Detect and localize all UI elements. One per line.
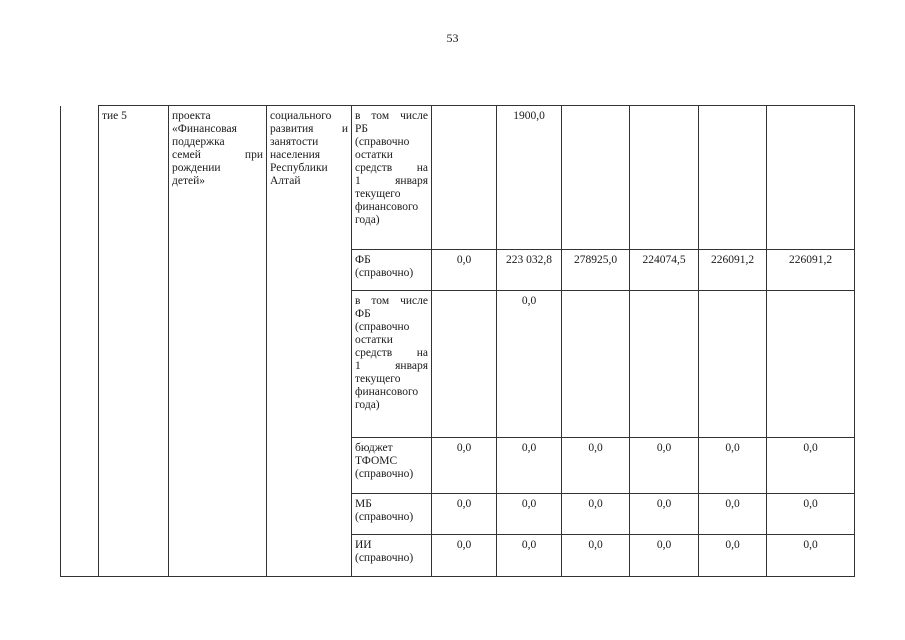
funding-source-line: (справочно) — [355, 552, 414, 564]
funding-source-cell — [352, 535, 432, 577]
project-name-cell — [169, 106, 267, 577]
funding-source-line: 1 января — [355, 175, 428, 187]
value-cell: 226091,2 — [699, 250, 767, 291]
project-name-line: поддержка — [172, 136, 225, 148]
value-cell — [699, 106, 767, 250]
project-name-line: рождении — [172, 162, 221, 174]
value-cell: 0,0 — [699, 494, 767, 535]
value-cell — [630, 106, 699, 250]
value-cell: 278925,0 — [562, 250, 630, 291]
value-cell: 0,0 — [767, 494, 855, 535]
value-cell — [432, 291, 497, 438]
value-cell: 0,0 — [497, 438, 562, 494]
value-cell: 1900,0 — [497, 106, 562, 250]
value-cell: 0,0 — [630, 494, 699, 535]
value-cell: 224074,5 — [630, 250, 699, 291]
value-cell — [432, 106, 497, 250]
funding-source-line: остатки — [355, 334, 393, 346]
funding-source-line: текущего — [355, 188, 401, 200]
project-name-line: семей при — [172, 149, 263, 161]
value-cell: 226091,2 — [767, 250, 855, 291]
value-cell: 0,0 — [562, 494, 630, 535]
value-cell — [562, 106, 630, 250]
value-cell — [562, 291, 630, 438]
funding-source-line: ФБ — [355, 308, 371, 320]
executor-line: социального — [270, 110, 332, 122]
value-cell: 0,0 — [767, 438, 855, 494]
value-cell: 0,0 — [497, 535, 562, 577]
value-cell: 0,0 — [699, 535, 767, 577]
funding-source-line: бюджет — [355, 442, 393, 454]
funding-source-line: финансового — [355, 201, 419, 213]
executor-lines — [270, 110, 348, 188]
funding-source-lines — [355, 295, 428, 412]
funding-source-line: остатки — [355, 149, 393, 161]
index-cell: тие 5 — [99, 106, 169, 577]
funding-source-line: (справочно) — [355, 468, 414, 480]
funding-source-line: в том числе — [355, 110, 428, 122]
value-cell — [630, 291, 699, 438]
funding-source-line: РБ — [355, 123, 368, 135]
funding-source-line: (справочно) — [355, 511, 414, 523]
value-cell — [699, 291, 767, 438]
funding-source-cell — [352, 438, 432, 494]
page-number: 53 — [446, 31, 459, 45]
value-cell: 0,0 — [432, 535, 497, 577]
value-cell: 0,0 — [562, 535, 630, 577]
funding-source-line: финансового — [355, 386, 419, 398]
value-cell: 0,0 — [497, 291, 562, 438]
funding-source-line: (справочно — [355, 321, 410, 333]
funding-source-line: ИИ — [355, 539, 372, 551]
table-row — [61, 106, 855, 250]
value-cell: 0,0 — [432, 494, 497, 535]
project-name-lines — [172, 110, 263, 188]
value-cell: 0,0 — [497, 494, 562, 535]
number-column-cell — [61, 106, 99, 577]
funding-source-lines — [355, 442, 428, 481]
value-cell: 0,0 — [767, 535, 855, 577]
executor-line: населения — [270, 149, 321, 161]
executor-cell — [267, 106, 352, 577]
funding-source-cell — [352, 291, 432, 438]
funding-source-cell — [352, 250, 432, 291]
funding-source-line: МБ — [355, 498, 372, 510]
value-cell: 0,0 — [432, 438, 497, 494]
funding-source-line: ФБ — [355, 254, 371, 266]
project-name-line: «Финансовая — [172, 123, 237, 135]
funding-source-line: (справочно — [355, 136, 410, 148]
funding-source-line: (справочно) — [355, 267, 414, 279]
value-cell: 0,0 — [630, 438, 699, 494]
executor-line: Алтай — [270, 175, 301, 187]
executor-line: занятости — [270, 136, 319, 148]
value-cell — [767, 106, 855, 250]
funding-source-line: текущего — [355, 373, 401, 385]
project-name-line: детей» — [172, 175, 205, 187]
funding-source-lines — [355, 254, 428, 280]
funding-source-line: средств на — [355, 162, 428, 174]
executor-line: Республики — [270, 162, 328, 174]
funding-source-lines — [355, 498, 428, 524]
funding-source-cell — [352, 494, 432, 535]
value-cell — [767, 291, 855, 438]
value-cell: 0,0 — [699, 438, 767, 494]
table-body — [61, 106, 855, 577]
project-name-line: проекта — [172, 110, 211, 122]
value-cell: 0,0 — [562, 438, 630, 494]
funding-source-lines — [355, 110, 428, 227]
funding-source-lines — [355, 539, 428, 565]
value-cell: 0,0 — [432, 250, 497, 291]
funding-source-line: года) — [355, 214, 380, 226]
funding-source-line: 1 января — [355, 360, 428, 372]
value-cell: 0,0 — [630, 535, 699, 577]
funding-source-line: года) — [355, 399, 380, 411]
funding-source-line: ТФОМС — [355, 455, 398, 467]
executor-line: развития и — [270, 123, 348, 135]
value-cell: 223 032,8 — [497, 250, 562, 291]
funding-source-line: в том числе — [355, 295, 428, 307]
budget-table — [60, 105, 855, 577]
funding-source-line: средств на — [355, 347, 428, 359]
funding-source-cell — [352, 106, 432, 250]
